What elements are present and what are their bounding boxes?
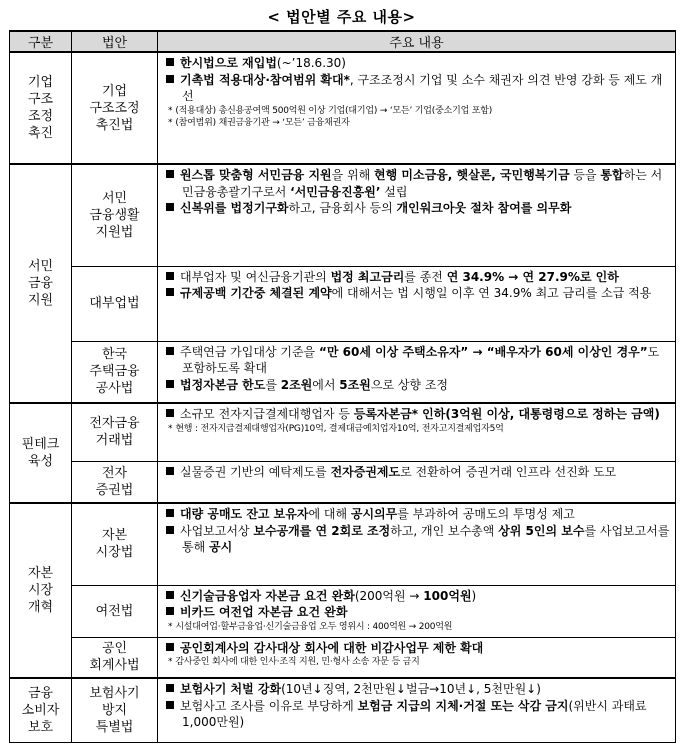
square-bullet-icon: [166, 75, 174, 83]
content-cell: [158, 341, 676, 403]
header-content: 주요 내용: [158, 31, 676, 52]
bullet-item: 사업보고서상 보수공개를 연 2회로 조정하고, 개인 보수총액 상위 5인의 보수를 사업보고서를 통해 공시: [164, 523, 671, 556]
footnote: * (참여범위) 채권금융기관 → ‘모든’ 금융채권자: [168, 118, 350, 128]
asterisk-icon: *: [168, 621, 173, 632]
header-category: 구분: [10, 31, 72, 52]
content-cell: [158, 52, 676, 164]
header-law: 법안: [72, 31, 158, 52]
content-cell: [158, 461, 676, 503]
law-name-cell: 기업 구조조정 촉진법: [72, 52, 158, 164]
law-name-cell: 여전법: [72, 585, 158, 637]
category-cell: 자본 시장 개혁: [10, 503, 72, 678]
law-name-cell: 보험사기 방지 특별법: [72, 678, 158, 742]
law-name-cell: 자본 시장법: [72, 503, 158, 585]
law-name-cell: 대부업법: [72, 266, 158, 341]
table-row: [10, 637, 676, 678]
bullet-item: 법정자본금 한도를 2조원에서 5조원으로 상향 조정: [164, 377, 671, 394]
law-name-cell: 전자금융 거래법: [72, 403, 158, 461]
bullet-item: 기촉법 적용대상·참여범위 확대*, 구조조정시 기업 및 소수 채권자 의견 반영 강화 등 제도 개선: [164, 72, 671, 105]
content-cell: [158, 503, 676, 585]
bullet-item: 주택연금 가입대상 기준을 “만 60세 이상 주택소유자” → “배우자가 60세 이상인 경우”도 포함하도록 확대: [164, 344, 671, 377]
bullet-item: 보험사기 처벌 강화(10년↓징역, 2천만원↓벌금→10년↓, 5천만원↓): [164, 681, 671, 698]
square-bullet-icon: [166, 170, 174, 178]
square-bullet-icon: [166, 203, 174, 211]
table-row: [10, 461, 676, 503]
square-bullet-icon: [166, 467, 174, 475]
category-cell: 핀테크 육성: [10, 403, 72, 503]
footnote: * (적용대상) 총신용공여액 500억원 이상 기업(대기업) → ‘모든’ 기업(중소기업 포함): [168, 105, 493, 116]
bullet-item: 공인회계사의 감사대상 회사에 대한 비감사업무 제한 확대: [164, 640, 671, 657]
content-cell: [158, 164, 676, 266]
bullet-item: 대량 공매도 잔고 보유자에 대해 공시의무를 부과하여 공매도의 투명성 제고: [164, 506, 671, 523]
law-name-cell: 전자 증권법: [72, 461, 158, 503]
square-bullet-icon: [166, 409, 174, 417]
table-row: [10, 585, 676, 637]
asterisk-icon: *: [168, 657, 173, 667]
table-row: [10, 503, 676, 585]
table-row: [10, 266, 676, 341]
category-cell: 금융 소비자 보호: [10, 678, 72, 742]
square-bullet-icon: [166, 509, 174, 517]
table-row: [10, 341, 676, 403]
content-cell: [158, 678, 676, 742]
square-bullet-icon: [166, 347, 174, 355]
law-name-cell: 한국 주택금융 공사법: [72, 341, 158, 403]
bullet-item: 비카드 여전업 자본금 요건 완화: [164, 604, 671, 621]
square-bullet-icon: [166, 58, 174, 66]
bullet-item: 원스톱 맞춤형 서민금융 지원을 위해 현행 미소금융, 햇살론, 국민행복기금 등을 통합하는 서민금융총괄기구로서 ‘서민금융진흥원’ 설립: [164, 167, 671, 200]
square-bullet-icon: [166, 684, 174, 692]
content-cell: [158, 637, 676, 678]
asterisk-icon: *: [168, 118, 173, 128]
bullet-item: 소규모 전자지급결제대행업자 등 등록자본금* 인하(3억원 이상, 대통령령으로 정하는 금액): [164, 406, 671, 423]
law-name-cell: 서민 금융생활 지원법: [72, 164, 158, 266]
bullet-item: 대부업자 및 여신금융기관의 법정 최고금리를 종전 연 34.9% → 연 27.9%로 인하: [164, 269, 671, 286]
bullet-item: 한시법으로 재입법(~’18.6.30): [164, 55, 671, 72]
asterisk-icon: *: [168, 105, 173, 116]
category-cell: 기업 구조 조정 촉진: [10, 52, 72, 164]
square-bullet-icon: [166, 380, 174, 388]
content-cell: [158, 403, 676, 461]
content-cell: [158, 585, 676, 637]
table-header-row: [10, 31, 676, 52]
category-cell: 서민 금융 지원: [10, 164, 72, 403]
law-summary-table: [9, 30, 676, 743]
content-cell: [158, 266, 676, 341]
square-bullet-icon: [166, 607, 174, 615]
square-bullet-icon: [166, 272, 174, 280]
footnote: * 감사중인 회사에 대한 인사·조직 지원, 민·형사 소송 자문 등 금지: [168, 657, 420, 667]
footnote: * 시설대여업·할부금융업·신기술금융업 오두 영위시 : 400억원 → 200억원: [168, 621, 453, 632]
table-row: [10, 678, 676, 742]
square-bullet-icon: [166, 643, 174, 651]
bullet-item: 신기술금융업자 자본금 요건 완화(200억원 → 100억원): [164, 588, 671, 605]
table-row: [10, 52, 676, 164]
bullet-item: 신복위를 법정기구화하고, 금융회사 등의 개인워크아웃 절차 참여를 의무화: [164, 200, 671, 217]
table-row: [10, 403, 676, 461]
bullet-item: 보험사고 조사를 이유로 부당하게 보험금 지급의 지체·거절 또는 삭감 금지(위반시 과태료 1,000만원): [164, 698, 671, 731]
asterisk-icon: *: [168, 423, 173, 434]
bullet-item: 실물증권 기반의 예탁제도를 전자증권제도로 전환하여 증권거래 인프라 선진화 도모: [164, 464, 671, 481]
footnote: * 현행 : 전자지급결제대행업자(PG)10억, 결제대금예치업자10억, 전자고지결제업자5억: [168, 423, 504, 434]
table-row: [10, 164, 676, 266]
square-bullet-icon: [166, 591, 174, 599]
bullet-item: 규제공백 기간중 체결된 계약에 대해서는 법 시행일 이후 연 34.9% 최고 금리를 소급 적용: [164, 285, 671, 302]
page-title: < 법안별 주요 내용>: [267, 8, 416, 26]
square-bullet-icon: [166, 288, 174, 296]
law-name-cell: 공인 회계사법: [72, 637, 158, 678]
square-bullet-icon: [166, 526, 174, 534]
square-bullet-icon: [166, 701, 174, 709]
